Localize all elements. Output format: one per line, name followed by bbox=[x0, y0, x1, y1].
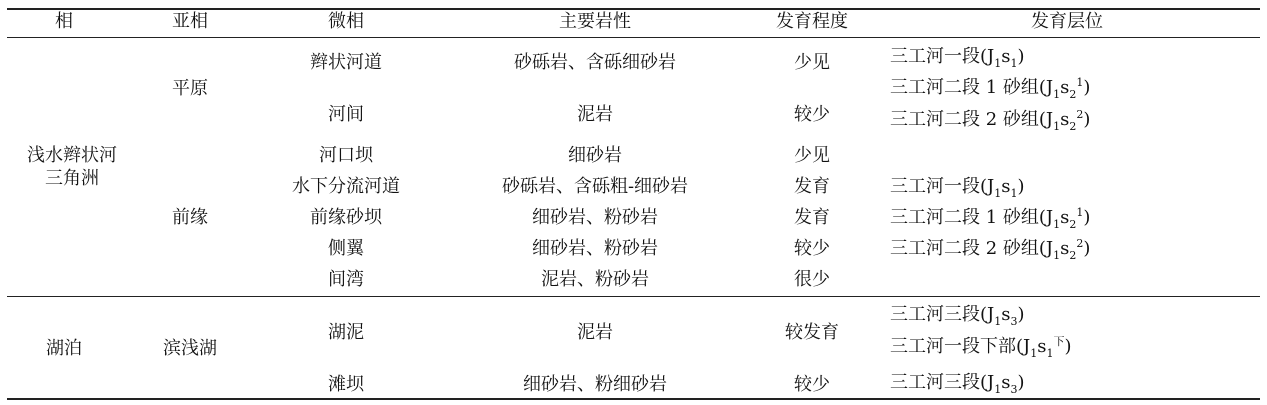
development-cell: 较少 bbox=[794, 374, 830, 395]
development-cell: 较发育 bbox=[785, 322, 839, 343]
horizon-cell: 三工河二段 2 砂组$(J_1s_2^2)$ bbox=[890, 108, 1091, 133]
horizon-cell: 三工河二段 1 砂组$(J_1s_2^1)$ bbox=[890, 76, 1091, 101]
group-divider-rule bbox=[7, 296, 1260, 297]
development-cell: 很少 bbox=[794, 269, 830, 290]
horizon-cell: 三工河一段$(J_1s_1)$ bbox=[890, 176, 1025, 200]
microfacies-cell: 河口坝 bbox=[319, 145, 373, 166]
development-cell: 发育 bbox=[794, 176, 830, 197]
development-cell: 较少 bbox=[794, 238, 830, 259]
lithology-cell: 砂砾岩、含砾粗-细砂岩 bbox=[501, 176, 689, 197]
lithology-cell: 砂砾岩、含砾细砂岩 bbox=[514, 52, 676, 73]
development-cell: 少见 bbox=[794, 52, 830, 73]
header-development: 发育程度 bbox=[776, 11, 848, 32]
horizon-cell: 三工河二段 2 砂组$(J_1s_2^2)$ bbox=[890, 237, 1091, 262]
subfacies-cell: 滨浅湖 bbox=[163, 338, 217, 359]
microfacies-cell: 滩坝 bbox=[328, 374, 364, 395]
microfacies-cell: 间湾 bbox=[328, 269, 364, 290]
horizon-cell: 三工河三段$(J_1s_3)$ bbox=[890, 304, 1025, 328]
header-lithology: 主要岩性 bbox=[559, 11, 631, 32]
horizon-cell: 三工河二段 1 砂组$(J_1s_2^1)$ bbox=[890, 206, 1091, 231]
lithology-cell: 细砂岩 bbox=[568, 145, 622, 166]
lithology-cell: 泥岩 bbox=[577, 104, 613, 125]
top-rule bbox=[7, 8, 1260, 10]
lithology-cell: 泥岩、粉砂岩 bbox=[541, 269, 649, 290]
facies-cell: 湖泊 bbox=[46, 338, 82, 359]
facies-cell: 三角洲 bbox=[45, 168, 99, 189]
horizon-cell: 三工河一段$(J_1s_1)$ bbox=[890, 46, 1025, 70]
development-cell: 发育 bbox=[794, 207, 830, 228]
microfacies-cell: 河间 bbox=[328, 104, 364, 125]
development-cell: 较少 bbox=[794, 104, 830, 125]
lithology-cell: 泥岩 bbox=[577, 322, 613, 343]
subfacies-cell: 平原 bbox=[172, 78, 208, 99]
lithology-cell: 细砂岩、粉细砂岩 bbox=[523, 374, 667, 395]
microfacies-cell: 湖泥 bbox=[328, 322, 364, 343]
microfacies-cell: 辫状河道 bbox=[310, 52, 382, 73]
horizon-cell: 三工河三段$(J_1s_3)$ bbox=[890, 372, 1025, 396]
horizon-cell: 三工河一段下部$(J_1s_1^下)$ bbox=[890, 335, 1072, 360]
subfacies-cell: 前缘 bbox=[172, 207, 208, 228]
facies-cell: 浅水辫状河 bbox=[27, 145, 117, 166]
header-horizon: 发育层位 bbox=[1031, 11, 1103, 32]
microfacies-cell: 水下分流河道 bbox=[292, 176, 400, 197]
bottom-rule bbox=[7, 398, 1260, 400]
header-microfacies: 微相 bbox=[328, 11, 364, 32]
header-subfacies: 亚相 bbox=[172, 11, 208, 32]
microfacies-cell: 前缘砂坝 bbox=[310, 207, 382, 228]
lithology-cell: 细砂岩、粉砂岩 bbox=[532, 207, 658, 228]
header-facies: 相 bbox=[55, 11, 73, 32]
header-rule bbox=[7, 37, 1260, 38]
microfacies-cell: 侧翼 bbox=[328, 238, 364, 259]
lithology-cell: 细砂岩、粉砂岩 bbox=[532, 238, 658, 259]
development-cell: 少见 bbox=[794, 145, 830, 166]
